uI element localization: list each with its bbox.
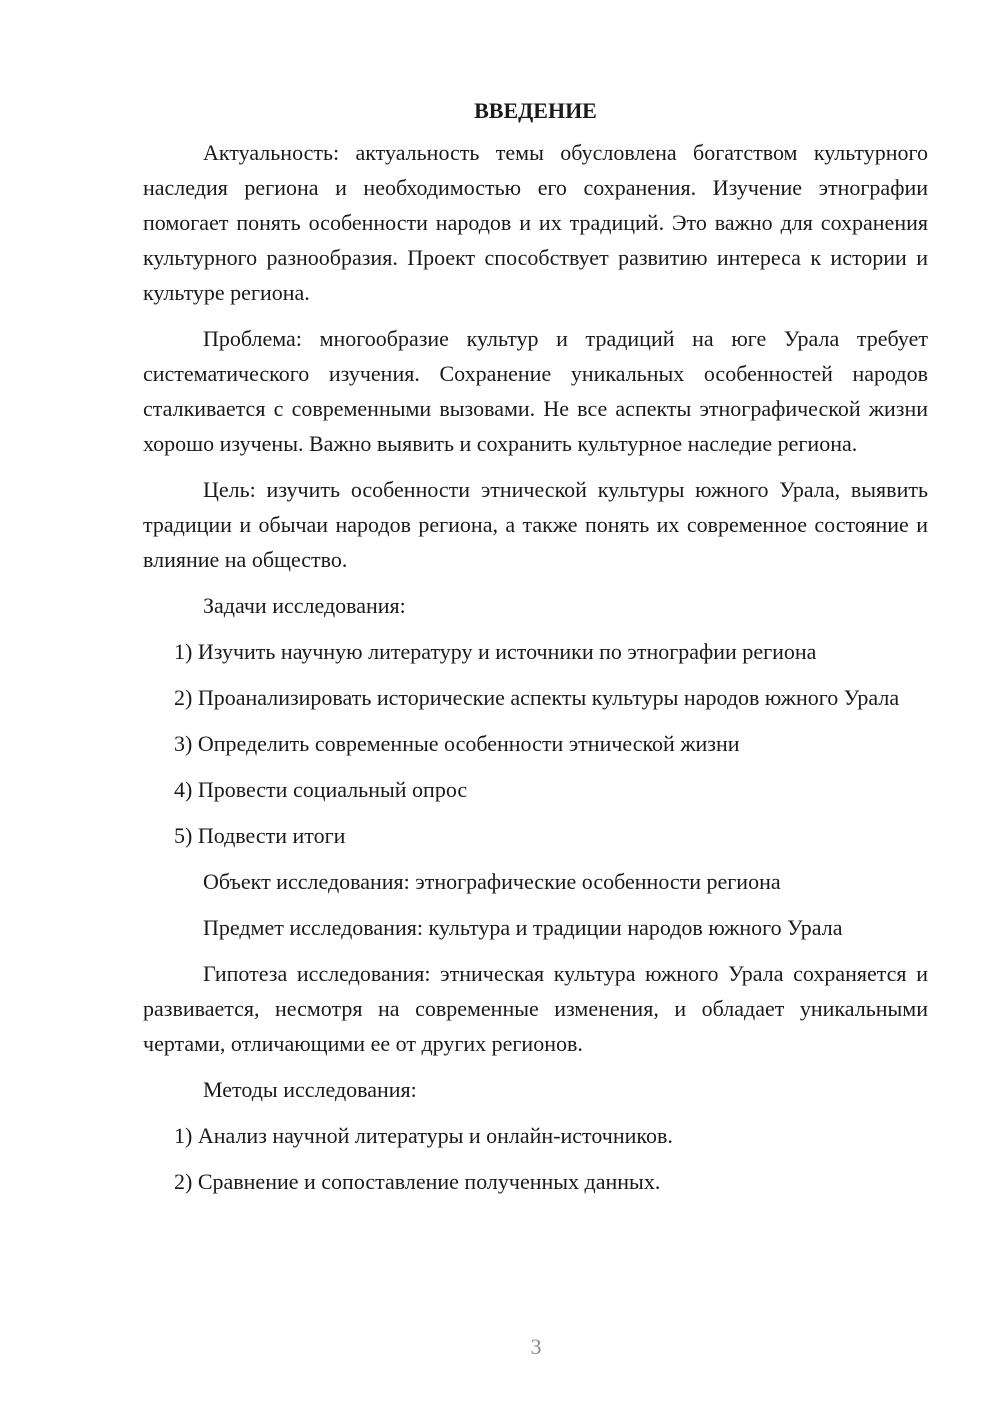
method-item: 1) Анализ научной литературы и онлайн-источников.	[174, 1123, 673, 1148]
methods-heading: Методы исследования:	[203, 1077, 417, 1102]
page-title: ВВЕДЕНИЕ	[474, 98, 597, 123]
task-item: 1) Изучить научную литературу и источники по этнографии региона	[174, 639, 817, 664]
page-number: 3	[530, 1334, 542, 1359]
relevance-paragraph: Актуальность: актуальность темы обусловлена богатством культурного наследия региона и необходимостью его сохранения. Изучение этнографии помогает понять особенности народов и их традиций. Это важно для сохранения культурного разнообразия. Проект способствует развитию интереса к истории и культуре региона.	[143, 140, 928, 305]
object-paragraph: Объект исследования: этнографические особенности региона	[203, 869, 781, 894]
hypothesis-paragraph: Гипотеза исследования: этническая культура южного Урала сохраняется и развивается, несмотря на современные изменения, и обладает уникальными чертами, отличающими ее от других регионов.	[143, 961, 928, 1056]
method-item: 2) Сравнение и сопоставление полученных данных.	[174, 1169, 661, 1194]
task-item: 2) Проанализировать исторические аспекты культуры народов южного Урала	[174, 685, 900, 710]
tasks-heading: Задачи исследования:	[203, 593, 406, 618]
task-item: 3) Определить современные особенности этнической жизни	[174, 731, 740, 756]
page-content	[143, 97, 928, 1210]
problem-paragraph: Проблема: многообразие культур и традиций на юге Урала требует систематического изучения. Сохранение уникальных особенностей народов сталкивается с современными вызовами. Не все аспекты этнографической жизни хорошо изучены. Важно выявить и сохранить культурное наследие региона.	[143, 326, 928, 456]
task-item: 4) Провести социальный опрос	[174, 777, 468, 802]
task-item: 5) Подвести итоги	[174, 823, 346, 848]
subject-paragraph: Предмет исследования: культура и традиции народов южного Урала	[203, 915, 843, 940]
goal-paragraph: Цель: изучить особенности этнической культуры южного Урала, выявить традиции и обычаи народов региона, а также понять их современное состояние и влияние на общество.	[143, 477, 928, 572]
